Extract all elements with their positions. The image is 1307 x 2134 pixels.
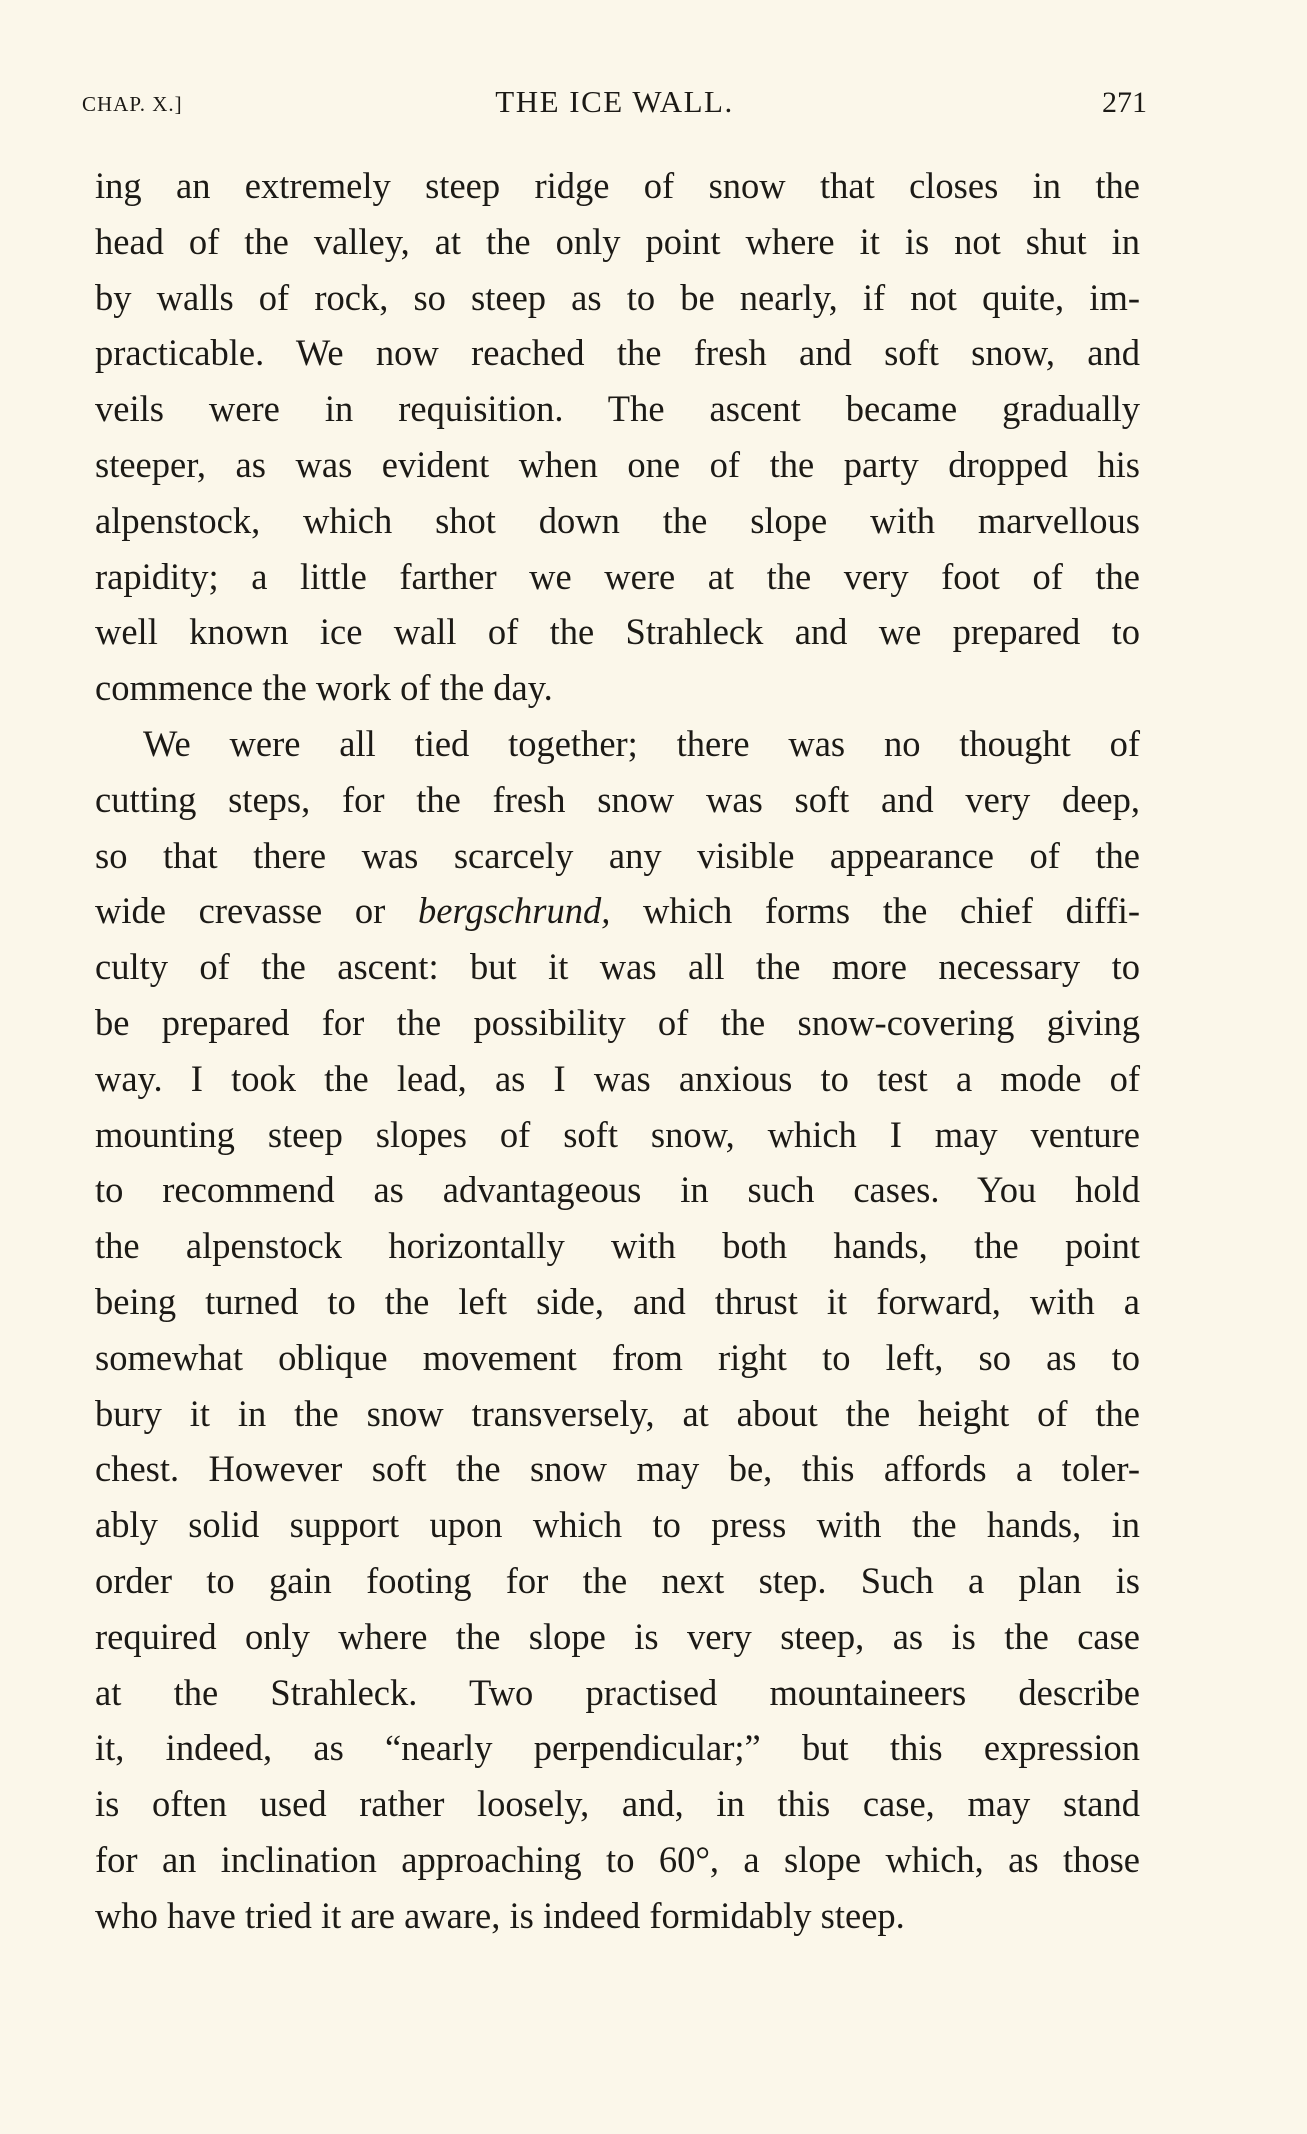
chapter-label: CHAP. X.] [82,92,183,116]
text-line: head of the valley, at the only point where it is not shut in [95,220,1140,262]
text-line: veils were in requisition. The ascent became gradually [95,388,1140,430]
body-text [95,158,1140,1944]
running-head [82,84,1147,128]
text-line: who have tried it are aware, is indeed formidably steep. [95,1894,905,1936]
text-line: for an inclination approaching to 60°, a slope which, as those [95,1838,1140,1880]
text-line: We were all tied together; there was no thought of [143,722,1140,764]
text-segment: which forms the chief diffi- [610,890,1140,932]
text-line: is often used rather loosely, and, in this case, may stand [95,1783,1140,1825]
text-line: rapidity; a little farther we were at the very foot of the [95,555,1140,597]
text-line: ably solid support upon which to press with the hands, in [95,1504,1140,1546]
page-title: THE ICE WALL. [495,84,734,119]
text-line: bury it in the snow transversely, at about the height of the [95,1392,1140,1434]
text-line: well known ice wall of the Strahleck and we prepared to [95,611,1140,653]
text-line: cutting steps, for the fresh snow was soft and very deep, [95,778,1140,820]
text-line: somewhat oblique movement from right to left, so as to [95,1336,1140,1378]
text-line: mounting steep slopes of soft snow, which I may venture [95,1113,1140,1155]
text-line: at the Strahleck. Two practised mountaineers describe [95,1671,1140,1713]
text-line: the alpenstock horizontally with both hands, the point [95,1225,1140,1267]
text-line: alpenstock, which shot down the slope with marvellous [95,499,1140,541]
text-line: practicable. We now reached the fresh and soft snow, and [95,332,1140,374]
page-number: 271 [1102,86,1147,119]
text-line: so that there was scarcely any visible appearance of the [95,834,1140,876]
text-line: being turned to the left side, and thrust it forward, with a [95,1280,1140,1322]
text-line: ing an extremely steep ridge of snow that closes in the [95,165,1140,206]
text-line: way. I took the lead, as I was anxious to test a mode of [95,1057,1140,1099]
text-line: order to gain footing for the next step. Such a plan is [95,1559,1140,1601]
text-line: steeper, as was evident when one of the party dropped his [95,443,1140,485]
text-line: by walls of rock, so steep as to be nearly, if not quite, im- [95,276,1140,318]
text-line: to recommend as advantageous in such cases. You hold [95,1169,1140,1211]
text-line: commence the work of the day. [95,667,553,709]
text-line: it, indeed, as “nearly perpendicular;” but this expression [95,1727,1140,1769]
text-line-with-italic [95,883,1140,939]
italic-term: bergschrund, [418,890,611,932]
text-line: required only where the slope is very steep, as is the case [95,1615,1140,1657]
text-line: be prepared for the possibility of the snow-covering giving [95,1001,1140,1043]
text-line: culty of the ascent: but it was all the more necessary to [95,946,1140,988]
text-segment: wide crevasse or [95,890,419,932]
text-line: chest. However soft the snow may be, this affords a toler- [95,1448,1140,1490]
